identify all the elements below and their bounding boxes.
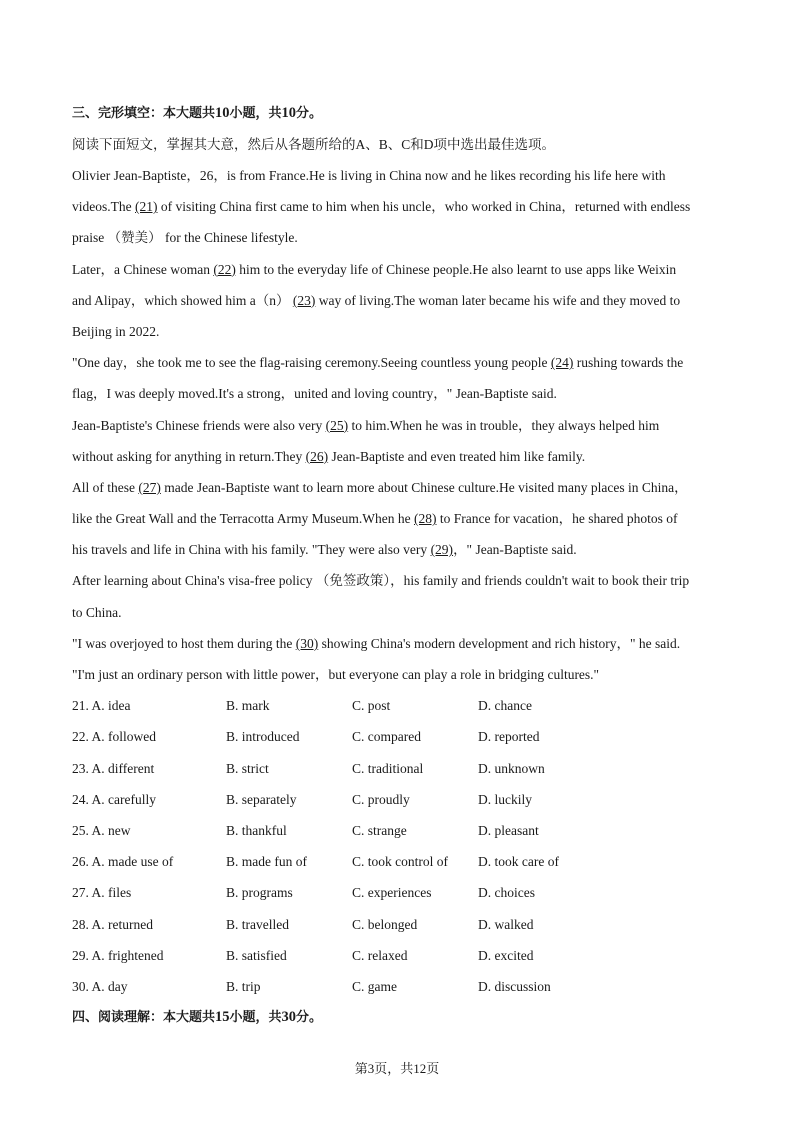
passage-line: Jean-Baptiste's Chinese friends were also very (25) to him.When he was in trouble，they always helped him [72, 417, 660, 433]
option-row [72, 721, 732, 752]
option-d: D. unknown [478, 760, 545, 776]
option-b: B. thankful [226, 822, 287, 838]
option-row [72, 877, 732, 908]
passage-line: "I was overjoyed to host them during the (30) showing China's modern development and rich history，" he said. [72, 635, 681, 651]
option-c: C. strange [352, 822, 407, 838]
passage-line: and Alipay，which showed him a（n） (23) way of living.The woman later became his wife and they moved to [72, 292, 681, 308]
option-row [72, 909, 732, 940]
option-c: C. relaxed [352, 947, 408, 963]
option-a: 29. A. frightened [72, 947, 164, 963]
option-c: C. post [352, 698, 391, 714]
passage-line: to China. [72, 604, 122, 620]
option-c: C. took control of [352, 854, 448, 870]
option-d: D. choices [478, 885, 535, 901]
option-b: B. introduced [226, 729, 300, 745]
option-a: 21. A. idea [72, 698, 131, 714]
passage-line: videos.The (21) of visiting China first came to him when his uncle，who worked in China，returned with endless [72, 199, 691, 215]
passage-line: flag，I was deeply moved.It's a strong，united and loving country，" Jean-Baptiste said. [72, 386, 557, 402]
option-a: 26. A. made use of [72, 854, 174, 870]
option-c: C. compared [352, 729, 421, 745]
option-c: C. game [352, 978, 397, 994]
option-d: D. walked [478, 916, 534, 932]
passage-line: without asking for anything in return.They (26) Jean-Baptiste and even treated him like family. [72, 448, 586, 464]
option-d: D. discussion [478, 978, 551, 994]
cloze-passage [72, 160, 732, 690]
blank-24: (24) [550, 355, 574, 371]
section-4-heading: 四、阅读理解：本大题共15小题，共30分。 [72, 1009, 323, 1026]
section-3-instruction: 阅读下面短文，掌握其大意，然后从各题所给的A、B、C和D项中选出最佳选项。 [72, 137, 556, 152]
option-b: B. programs [226, 885, 293, 901]
blank-29: (29) [430, 542, 454, 558]
option-row [72, 971, 732, 1002]
passage-line: Beijing in 2022. [72, 323, 160, 339]
option-row [72, 846, 732, 877]
option-a: 22. A. followed [72, 729, 156, 745]
option-c: C. experiences [352, 885, 432, 901]
passage-line: Later，a Chinese woman (22) him to the everyday life of Chinese people.He also learnt to use apps like Weixin [72, 261, 677, 277]
blank-23: (23) [292, 292, 316, 308]
section-3-heading: 三、完形填空：本大题共10小题，共10分。 [72, 105, 323, 121]
passage-line: like the Great Wall and the Terracotta Army Museum.When he (28) to France for vacation，he shared photos of [72, 511, 678, 527]
option-d: D. pleasant [478, 822, 539, 838]
option-b: B. strict [226, 760, 269, 776]
passage-line: "One day，she took me to see the flag-raising ceremony.Seeing countless young people (24) rushing towards the [72, 355, 684, 371]
option-a: 23. A. different [72, 760, 155, 776]
blank-21: (21) [135, 199, 158, 215]
option-row [72, 753, 732, 784]
option-b: B. separately [226, 791, 297, 807]
option-b: B. made fun of [226, 854, 307, 870]
option-d: D. chance [478, 698, 532, 714]
page-number: 第3页，共12页 [354, 1061, 440, 1076]
option-b: B. travelled [226, 916, 289, 932]
option-c: C. belonged [352, 916, 418, 932]
option-row [72, 784, 732, 815]
option-c: C. proudly [352, 791, 410, 807]
option-d: D. luckily [478, 791, 532, 807]
passage-line: his travels and life in China with his family. "They were also very (29)，" Jean-Baptiste said. [72, 542, 577, 558]
option-d: D. excited [478, 947, 534, 963]
option-row [72, 940, 732, 971]
blank-25: (25) [325, 417, 349, 433]
option-a: 24. A. carefully [72, 791, 156, 807]
blank-22: (22) [213, 261, 236, 277]
blank-26: (26) [305, 448, 329, 464]
option-row [72, 690, 732, 721]
option-c: C. traditional [352, 760, 424, 776]
blank-30: (30) [295, 635, 319, 651]
option-a: 27. A. files [72, 885, 132, 901]
option-b: B. satisfied [226, 947, 287, 963]
answer-options [72, 690, 732, 1002]
option-d: D. took care of [478, 854, 559, 870]
passage-line: After learning about China's visa-free policy （免签政策），his family and friends couldn't wait to book their trip [72, 573, 690, 589]
passage-line: All of these (27) made Jean-Baptiste want to learn more about Chinese culture.He visited many places in China， [72, 479, 688, 495]
option-a: 30. A. day [72, 978, 128, 994]
blank-28: (28) [413, 511, 437, 527]
blank-27: (27) [138, 479, 161, 495]
exam-page [72, 98, 732, 1033]
option-d: D. reported [478, 729, 540, 745]
option-b: B. trip [226, 978, 261, 994]
option-b: B. mark [226, 698, 270, 714]
option-row [72, 815, 732, 846]
passage-line: "I'm just an ordinary person with little power，but everyone can play a role in bridging cultures." [72, 667, 600, 682]
option-a: 28. A. returned [72, 916, 153, 932]
passage-line: praise （赞美） for the Chinese lifestyle. [72, 230, 298, 246]
option-a: 25. A. new [72, 822, 131, 838]
passage-line: Olivier Jean-Baptiste，26，is from France.He is living in China now and he likes recording his life here with [72, 168, 666, 183]
